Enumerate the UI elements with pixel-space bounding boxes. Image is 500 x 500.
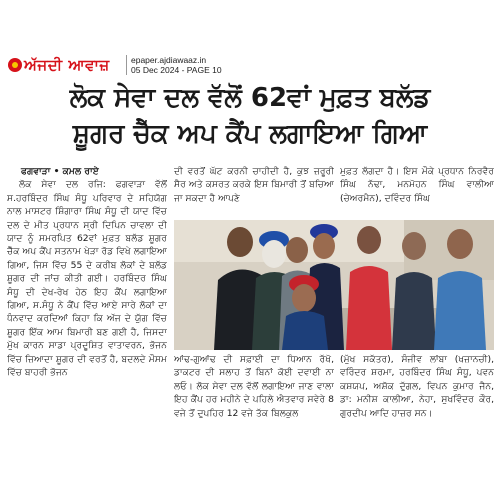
article-column-2-bottom — [174, 353, 334, 488]
group-photo-illustration — [174, 220, 494, 350]
article-text-col2-top: ਦੀ ਵਰਤੋਂ ਘੱਟ ਕਰਨੀ ਚਾਹੀਦੀ ਹੈ, ਕੁਝ ਜ਼ਰੂਰੀ ਸੈਰ ਅਤੇ ਕਸਰਤ ਕਰਕੇ ਇਸ ਬਿਮਾਰੀ ਤੋਂ ਬਚਿਆ ਜਾ ਸਕਦਾ ਹੈ ਆਪਣੇ — [174, 166, 334, 204]
site-url[interactable]: epaper.ajdiawaaz.in — [131, 55, 207, 65]
article-text-col3-top: ਮੁਫ਼ਤ ਲੱਗਦਾ ਹੈ। ਇਸ ਮੌਕੇ ਪ੍ਰਧਾਨ ਨਿਰਵੈਰ ਸਿੰਘ ਨੱਢਾ, ਮਨਮੋਹਨ ਸਿੰਘ ਵਾਲੀਆ (ਚੇਅਰਮੈਨ), ਦਵਿੰਦਰ ਸਿੰਘ — [340, 166, 494, 204]
headline — [8, 80, 492, 152]
article-text-col1: ਲੋਕ ਸੇਵਾ ਦਲ ਰਜਿ: ਫਗਵਾੜਾ ਵੱਲੋਂ ਸ.ਹਰਬਿੰਦਰ ਸਿੰਘ ਸੰਧੂ ਪਰਿਵਾਰ ਦੇ ਸਹਿਯੋਗ ਨਾਲ ਮਾਸਟਰ ਸ਼ਿੰਗਾਰਾ ਸਿੰਘ ਸੰਧੂ ਦੀ ਯਾਦ ਵਿੱਚ ਦਲ ਦੇ ਮੀਤ ਪ੍ਰਧਾਨ ਸ੍ਰੀ ਦਿਪਿਨ ਚਾਵਲਾ ਦੀ ਯਾਦ ਨੂੰ ਸਮਰਪਿਤ 62ਵਾਂ ਮੁਫ਼ਤ ਬਲੱਡ ਸ਼ੂਗਰ ਚੈੱਕ ਅਪ ਕੈਂਪ ਸਤਨਾਮ ਖੇੜਾ ਰੋਡ ਵਿਖੇ ਲਗਾਇਆ ਗਿਆ, ਜਿਸ ਵਿੱਚ 55 ਦੇ ਕਰੀਬ ਲੋਕਾਂ ਦੇ ਬਲੱਡ ਸ਼ੂਗਰ ਦੀ ਜਾਂਚ ਕੀਤੀ ਗਈ। ਹਰਬਿੰਦਰ ਸਿੰਘ ਸੰਧੂ ਦੀ ਦੇਖ-ਰੇਖ ਹੇਠ ਇਹ ਕੈਂਪ ਲਗਾਇਆ ਗਿਆ, ਸ.ਸੰਧੂ ਨੇ ਕੈਂਪ ਵਿੱਚ ਆਏ ਸਾਰੇ ਲੋਕਾਂ ਦਾ ਧੰਨਵਾਦ ਕਰਦਿਆਂ ਕਿਹਾ ਕਿ ਅੱਜ ਦੇ ਯੁੱਗ ਵਿੱਚ ਸ਼ੂਗਰ ਇੱਕ ਆਮ ਬਿਮਾਰੀ ਬਣ ਗਈ ਹੈ, ਜਿਸਦਾ ਮੁੱਖ ਕਾਰਨ ਸਾਡਾ ਪ੍ਰਦੂਸ਼ਿਤ ਵਾਤਾਵਰਨ, ਭੋਜਨ ਵਿੱਚ ਜ਼ਿਆਦਾ ਸ਼ੂਗਰ ਦੀ ਵਰਤੋਂ ਹੈ, ਬਦਲਦੇ ਮੌਸਮ ਵਿੱਚ ਬਾਹਰੀ ਭੋਜਨ — [7, 179, 167, 379]
headline-line-1: ਲੋਕ ਸੇਵਾ ਦਲ ਵੱਲੋਂ 62ਵਾਂ ਮੁਫ਼ਤ ਬਲੱਡ — [69, 83, 431, 113]
article-text-col3-bottom: (ਮੁੱਖ ਸਕੱਤਰ), ਸੰਜੀਵ ਲਾਂਬਾ (ਖਜ਼ਾਨਚੀ), ਵਰਿੰਦਰ ਸ਼ਰਮਾ, ਹਰਬਿੰਦਰ ਸਿੰਘ ਸੰਧੂ, ਪਵਨ ਕਸ਼ਯਪ, ਅਸ਼ੋਕ ਦੁੱਗਲ, ਵਿਪਨ ਕੁਮਾਰ ਜੈਨ, ਡਾ: ਮਨੀਸ਼ ਕਾਲੀਆ, ਨੇਹਾ, ਸੁਖਵਿੰਦਰ ਕੌਰ, ਗੁਰਦੀਪ ਆਦਿ ਹਾਜ਼ਰ ਸਨ। — [340, 354, 494, 419]
news-photo — [174, 220, 494, 350]
masthead-divider — [126, 55, 127, 75]
article-column-3-top — [340, 165, 494, 219]
article-text-col2-bottom: ਆਂਢ-ਗੁਆਂਢ ਦੀ ਸਫ਼ਾਈ ਦਾ ਧਿਆਨ ਰੱਖੋ, ਡਾਕਟਰ ਦੀ ਸਲਾਹ ਤੋਂ ਬਿਨਾਂ ਕੋਈ ਦਵਾਈ ਨਾ ਲਓ। ਲੋਕ ਸੇਵਾ ਦਲ ਵੱਲੋਂ ਲਗਾਇਆ ਜਾਣ ਵਾਲਾ ਇਹ ਕੈਂਪ ਹਰ ਮਹੀਨੇ ਦੇ ਪਹਿਲੇ ਐਤਵਾਰ ਸਵੇਰੇ 8 ਵਜੇ ਤੋਂ ਦੁਪਹਿਰ 12 ਵਜੇ ਤੱਕ ਬਿਲਕੁਲ — [174, 354, 334, 419]
logo-emblem-icon — [8, 58, 22, 72]
article-column-1 — [7, 165, 167, 495]
date-page: 05 Dec 2024 - PAGE 10 — [131, 65, 222, 75]
article-column-3-bottom — [340, 353, 494, 488]
article-column-2-top — [174, 165, 334, 219]
masthead — [0, 0, 500, 78]
edition-meta — [131, 55, 222, 75]
newspaper-logo — [6, 54, 122, 76]
headline-line-2: ਸ਼ੂਗਰ ਚੈੱਕ ਅਪ ਕੈਂਪ ਲਗਾਇਆ ਗਿਆ — [72, 119, 428, 149]
logo-text: ਅੱਜਦੀ ਆਵਾਜ਼ — [24, 56, 110, 74]
dateline: ਫਗਵਾੜਾ • ਕਮਲ ਰਾਏ — [21, 166, 99, 177]
